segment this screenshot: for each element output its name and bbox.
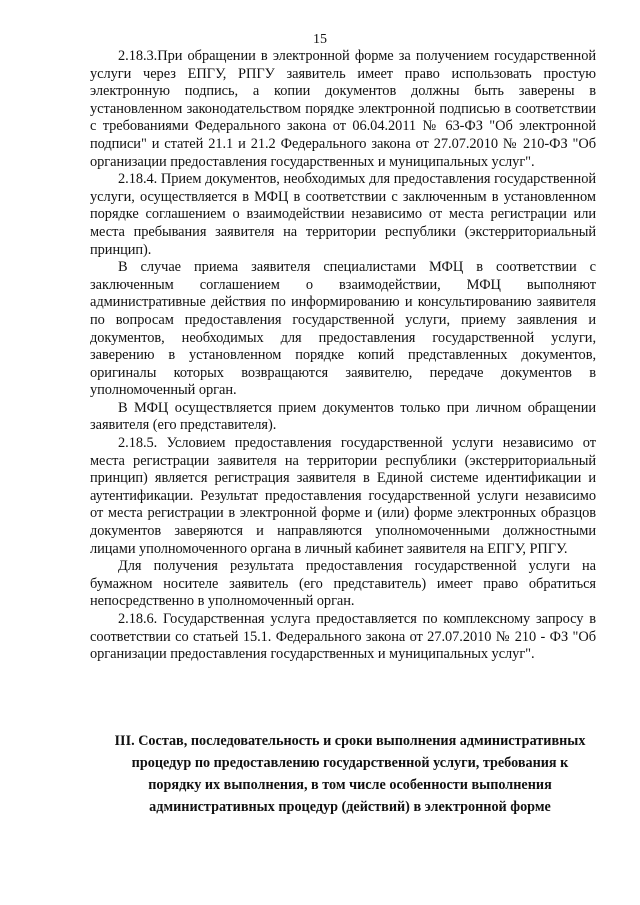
paragraph-mfc-personal: В МФЦ осуществляется прием документов только при личном обращении заявителя (его представителя). [90, 399, 596, 434]
document-body [90, 48, 596, 664]
page-number: 15 [313, 32, 327, 47]
paragraph-2-18-4: 2.18.4. Прием документов, необходимых для предоставления государственной услуги, осуществляется в МФЦ в соответствии с заключенным в установленном порядке соглашением о взаимодействии независимо от места регистрации или места пребывания заявителя на территории республики (экстерриториальный принцип). [90, 171, 596, 258]
section-heading: III. Состав, последовательность и сроки выполнения административных процедур по предоставлению государственной услуги, требования к порядку их выполнения, в том числе особенности выполнения административных процедур (действий) в электронной форме [114, 733, 586, 815]
paragraph-2-18-3: 2.18.3.При обращении в электронной форме за получением государственной услуги через ЕПГУ, РПГУ заявитель имеет право использовать простую электронную подпись, а копии документов должны быть заверены в установленном законодательством порядке электронной подписью в соответствии с требованиями Федерального закона от 06.04.2011 № 63-ФЗ "Об электронной подписи" и статей 21.1 и 21.2 Федерального закона от 27.07.2010 № 210-ФЗ "Об организации предоставления государственных и муниципальных услуг". [90, 48, 596, 170]
paragraph-paper-result: Для получения результата предоставления государственной услуги на бумажном носителе заявитель (его представитель) имеет право обратиться непосредственно в уполномоченный орган. [90, 558, 596, 610]
paragraph-2-18-5: 2.18.5. Условием предоставления государственной услуги независимо от места регистрации заявителя на территории республики (экстерриториальный принцип) является регистрация заявителя в Единой системе идентификации и аутентификации. Результат предоставления государственной услуги независимо от места регистрации в электронной форме и (или) форме электронных образцов документов заверяются и направляются уполномоченными должностными лицами уполномоченного органа в личный кабинет заявителя на ЕПГУ, РПГУ. [90, 435, 596, 557]
paragraph-mfc-reception: В случае приема заявителя специалистами МФЦ в соответствии с заключенным соглашением о взаимодействии, МФЦ выполняют административные действия по информированию и консультированию заявителя по вопросам предоставления государственной услуги, приему заявления и документов, необходимых для предоставления государственной услуги, заверению в установленном порядке копий представленных документов, оригиналы которых возвращаются заявителю, передаче документов в уполномоченный орган. [90, 259, 596, 399]
paragraph-2-18-6: 2.18.6. Государственная услуга предоставляется по комплексному запросу в соответствии со статьей 15.1. Федерального закона от 27.07.2010 № 210 - ФЗ "Об организации предоставления государственных и муниципальных услуг". [90, 611, 596, 663]
